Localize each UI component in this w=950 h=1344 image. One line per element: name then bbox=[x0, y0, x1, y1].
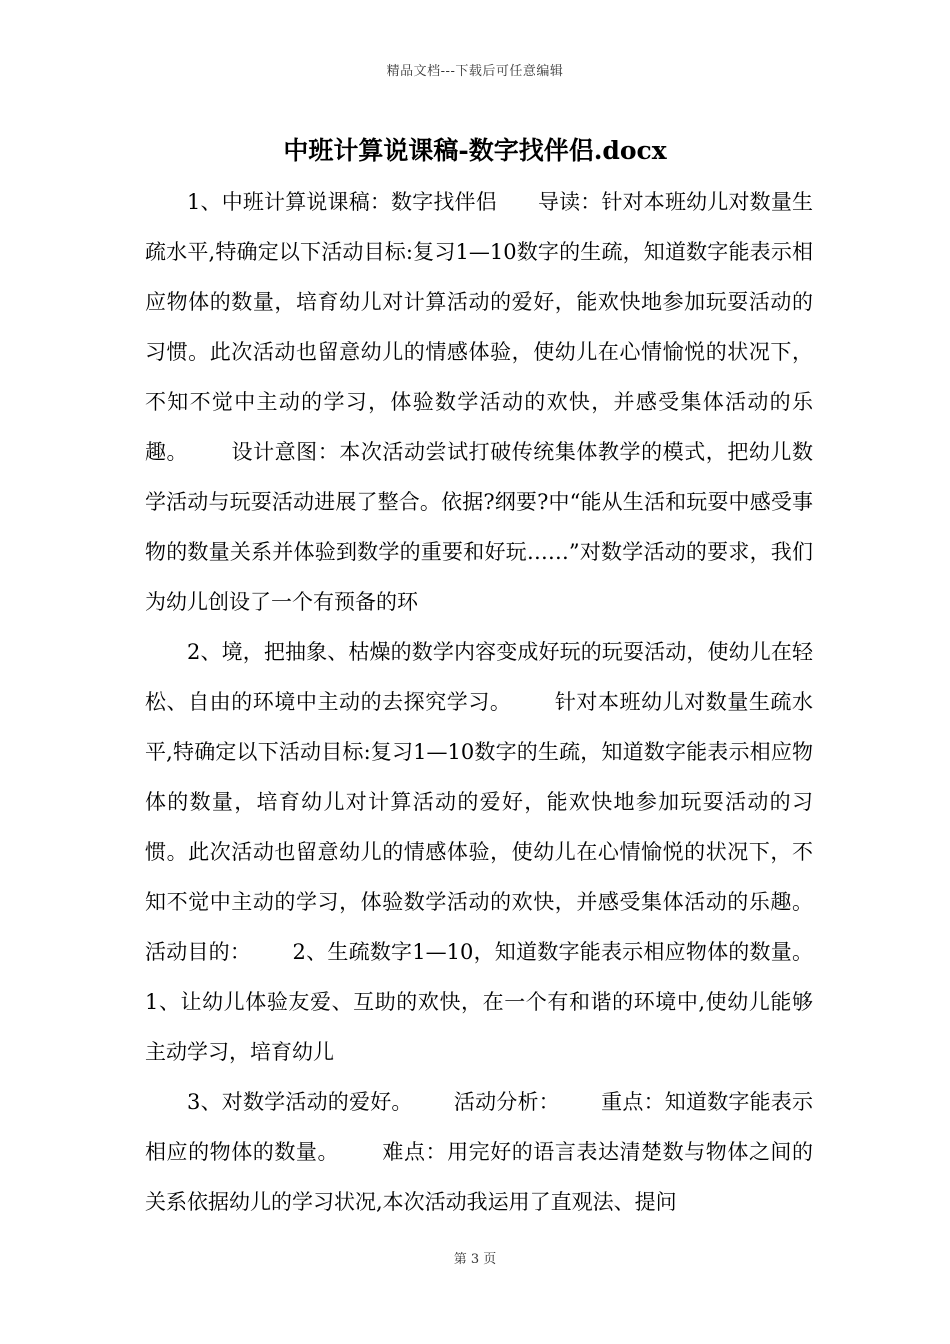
paragraph-1: 1、中班计算说课稿：数字找伴侣 导读：针对本班幼儿对数量生疏水平,特确定以下活动目标:复习1—10数字的生疏，知道数字能表示相应物体的数量，培育幼儿对计算活动的爱好，能欢快地参加玩耍活动的习惯。此次活动也留意幼儿的情感体验，使幼儿在心情愉悦的状况下，不知不觉中主动的学习，体验数学活动的欢快，并感受集体活动的乐趣。 设计意图：本次活动尝试打破传统集体教学的模式，把幼儿数学活动与玩耍活动进展了整合。依据?纲要?中“能从生活和玩耍中感受事物的数量关系并体验到数学的重要和好玩……”对数学活动的要求，我们为幼儿创设了一个有预备的环 bbox=[145, 190, 813, 614]
document-title: 中班计算说课稿-数字找伴侣.docx bbox=[283, 136, 667, 165]
document-body bbox=[145, 177, 854, 1227]
page-number: 第 3 页 bbox=[453, 1252, 497, 1267]
paragraph-3: 3、对数学活动的爱好。 活动分析： 重点：知道数字能表示相应的物体的数量。 难点：用完好的语言表达清楚数与物体之间的关系依据幼儿的学习状况,本次活动我运用了直观法、提问 bbox=[145, 1090, 813, 1214]
paragraph-2: 2、境，把抽象、枯燥的数学内容变成好玩的玩耍活动，使幼儿在轻松、自由的环境中主动的去探究学习。 针对本班幼儿对数量生疏水平,特确定以下活动目标:复习1—10数字的生疏，知道数字能表示相应物体的数量，培育幼儿对计算活动的爱好，能欢快地参加玩耍活动的习惯。此次活动也留意幼儿的情感体验，使幼儿在心情愉悦的状况下，不知不觉中主动的学习，体验数学活动的欢快，并感受集体活动的乐趣。 活动目的： 2、生疏数字1—10，知道数字能表示相应物体的数量。 1、让幼儿体验友爱、互助的欢快，在一个有和谐的环境中,使幼儿能够主动学习，培育幼儿 bbox=[145, 640, 854, 1064]
page-header: 精品文档---下载后可任意编辑 bbox=[386, 64, 564, 79]
